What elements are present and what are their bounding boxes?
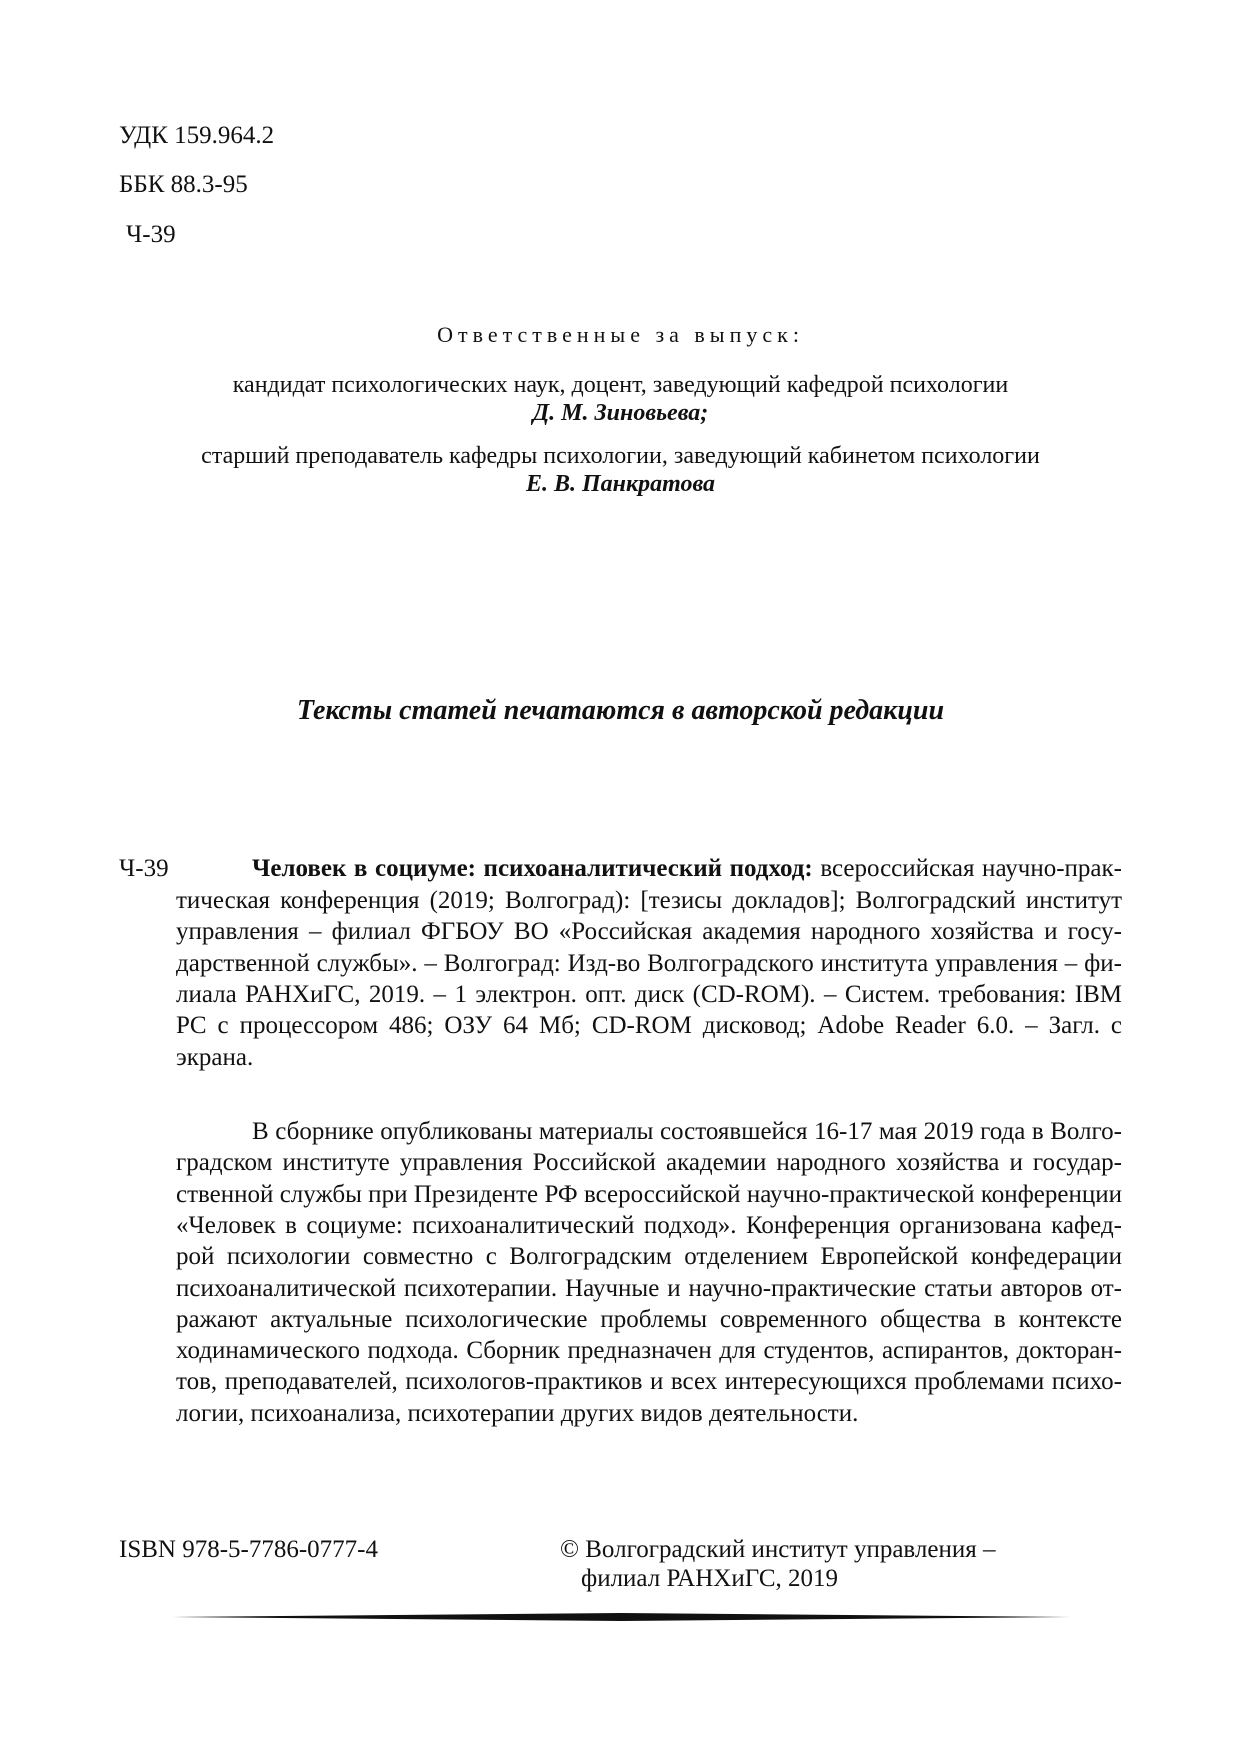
responsible-position-1: кандидат психологических наук, доцент, заведующий кафедрой психологии bbox=[232, 372, 1009, 398]
bib-line bbox=[252, 854, 1122, 884]
footer-rule bbox=[172, 1613, 1070, 1621]
bib-line: управления – филиал ФГБОУ ВО «Российская академия народного хозяйства и госу- bbox=[176, 918, 1122, 946]
editorial-note: Тексты статей печатаются в авторской редакции bbox=[296, 695, 945, 726]
abstract-line: В сборнике опубликованы материалы состоявшейся 16-17 мая 2019 года в Волго- bbox=[252, 1118, 1122, 1145]
abstract-line: рой психологии совместно с Волгоградским отделением Европейской конфедерации bbox=[176, 1243, 1122, 1271]
bib-mark: Ч-39 bbox=[119, 855, 169, 882]
udk-code: УДК 159.964.2 bbox=[119, 122, 275, 149]
responsible-name-1: Д. М. Зиновьева; bbox=[532, 400, 709, 426]
copyright-line-1: © Волгоградский институт управления – bbox=[560, 1536, 996, 1563]
abstract-line: тов, преподавателей, психологов-практиков и всех интересующихся проблемами психо- bbox=[176, 1368, 1122, 1396]
bib-line: экрана. bbox=[176, 1043, 254, 1071]
author-mark: Ч-39 bbox=[126, 221, 176, 248]
bbk-code: ББК 88.3-95 bbox=[119, 171, 248, 198]
abstract-line: логии, психоанализа, психотерапии других видов деятельности. bbox=[176, 1399, 859, 1427]
responsible-name-2: Е. В. Панкратова bbox=[525, 471, 716, 497]
copyright-line-2: филиал РАНХиГС, 2019 bbox=[581, 1565, 839, 1592]
abstract-line: «Человек в социуме: психоаналитический подход». Конференция организована кафед- bbox=[176, 1211, 1122, 1239]
bib-line: тическая конференция (2019; Волгоград): [тезисы докладов]; Волгоградский институт bbox=[176, 887, 1122, 914]
bib-title: Человек в социуме: психоаналитический подход: bbox=[252, 855, 813, 882]
abstract-line: ражают актуальные психологические проблемы современного общества в контексте bbox=[176, 1305, 1122, 1333]
abstract-line: ственной службы при Президенте РФ всероссийской научно-практической конференции bbox=[176, 1180, 1122, 1208]
bib-line: PC с процессором 486; ОЗУ 64 Мб; CD-ROM дисковод; Adobe Reader 6.0. – Загл. с bbox=[176, 1012, 1122, 1040]
bib-line-rest: всероссийская научно-прак- bbox=[820, 855, 1122, 882]
bib-line: лиала РАНХиГС, 2019. – 1 электрон. опт. диск (CD-ROM). – Систем. требования: IBM bbox=[176, 980, 1122, 1008]
responsible-heading: Ответственные за выпуск: bbox=[437, 322, 804, 347]
responsible-position-2: старший преподаватель кафедры психологии, заведующий кабинетом психологии bbox=[201, 443, 1040, 469]
abstract-line: психоаналитической психотерапии. Научные и научно-практические статьи авторов от- bbox=[176, 1274, 1122, 1302]
isbn: ISBN 978-5-7786-0777-4 bbox=[119, 1536, 379, 1563]
abstract-line: ходинамического подхода. Сборник предназначен для студентов, аспирантов, докторан- bbox=[176, 1337, 1122, 1365]
bib-line: дарственной службы». – Волгоград: Изд-во Волгоградского института управления – фи- bbox=[176, 949, 1122, 977]
abstract-line: градском институте управления Российской академии народного хозяйства и государ- bbox=[176, 1149, 1122, 1177]
